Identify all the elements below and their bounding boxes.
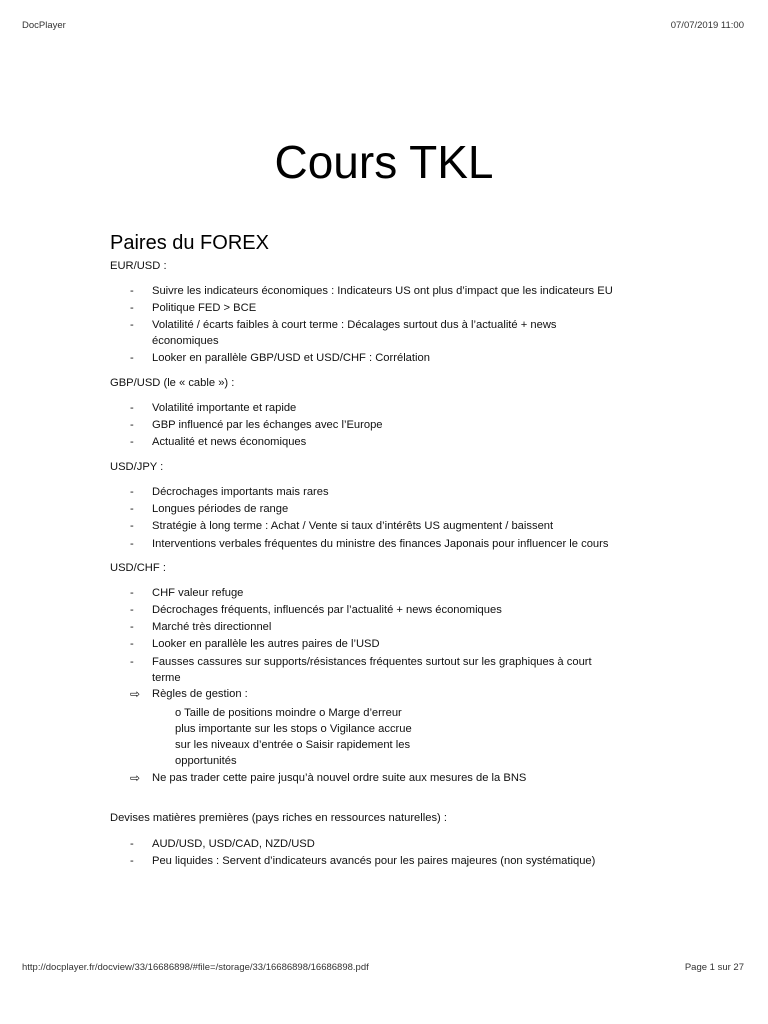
bullet-dash: - — [130, 587, 134, 599]
commodity-label: Devises matières premières (pays riches en ressources naturelles) : — [110, 812, 447, 824]
list-item: Décrochages importants mais rares — [152, 486, 329, 498]
bullet-dash: - — [130, 838, 134, 850]
list-item: Looker en parallèle GBP/USD et USD/CHF : Corrélation — [152, 352, 430, 364]
list-item: Peu liquides : Servent d’indicateurs avancés pour les paires majeures (non systématique) — [152, 855, 596, 867]
usdjpy-label: USD/JPY : — [110, 461, 164, 473]
list-item: Fausses cassures sur supports/résistances fréquentes surtout sur les graphiques à court — [152, 656, 592, 668]
list-item: Interventions verbales fréquentes du ministre des finances Japonais pour influencer le cours — [152, 538, 609, 550]
list-item-continuation: économiques — [152, 335, 219, 347]
rules-line: opportunités — [175, 755, 237, 767]
list-item: Suivre les indicateurs économiques : Indicateurs US ont plus d’impact que les indicateurs EU — [152, 285, 613, 297]
section-heading: Paires du FOREX — [110, 232, 269, 254]
list-item: GBP influencé par les échanges avec l’Europe — [152, 419, 383, 431]
bullet-dash: - — [130, 436, 134, 448]
bns-note: Ne pas trader cette paire jusqu’à nouvel ordre suite aux mesures de la BNS — [152, 772, 527, 784]
eurusd-label: EUR/USD : — [110, 260, 167, 272]
list-item: Décrochages fréquents, influencés par l’actualité + news économiques — [152, 604, 502, 616]
header-datetime: 07/07/2019 11:00 — [670, 20, 744, 31]
list-item: Politique FED > BCE — [152, 302, 257, 314]
gbpusd-label: GBP/USD (le « cable ») : — [110, 377, 235, 389]
bullet-dash: - — [130, 419, 134, 431]
bullet-dash: - — [130, 656, 134, 668]
list-item: Volatilité / écarts faibles à court terme : Décalages surtout dus à l’actualité + news — [152, 319, 557, 331]
list-item: Stratégie à long terme : Achat / Vente si taux d’intérêts US augmentent / baissent — [152, 520, 554, 532]
bullet-dash: - — [130, 402, 134, 414]
footer-url: http://docplayer.fr/docview/33/16686898/#file=/storage/33/16686898/16686898.pdf — [22, 962, 369, 973]
document-title: Cours TKL — [274, 136, 494, 188]
bullet-dash: - — [130, 604, 134, 616]
list-item: CHF valeur refuge — [152, 587, 244, 599]
bullet-dash: - — [130, 538, 134, 550]
list-item: Looker en parallèle les autres paires de l’USD — [152, 638, 380, 650]
bullet-dash: - — [130, 621, 134, 633]
header-source: DocPlayer — [22, 20, 66, 31]
rules-title: Règles de gestion : — [152, 688, 248, 700]
bullet-dash: - — [130, 486, 134, 498]
rules-line: plus importante sur les stops o Vigilance accrue — [175, 723, 412, 735]
usdchf-label: USD/CHF : — [110, 562, 166, 574]
list-item: Volatilité importante et rapide — [152, 402, 297, 414]
list-item: Longues périodes de range — [152, 503, 289, 515]
bullet-dash: - — [130, 520, 134, 532]
list-item: Marché très directionnel — [152, 621, 272, 633]
arrow-right-icon: ⇨ — [130, 687, 141, 701]
bullet-dash: - — [130, 503, 134, 515]
bullet-dash: - — [130, 319, 134, 331]
bullet-dash: - — [130, 855, 134, 867]
bullet-dash: - — [130, 638, 134, 650]
arrow-right-icon: ⇨ — [130, 771, 141, 785]
bullet-dash: - — [130, 352, 134, 364]
list-item: Actualité et news économiques — [152, 436, 307, 448]
rules-line: o Taille de positions moindre o Marge d’erreur — [175, 707, 402, 719]
list-item: AUD/USD, USD/CAD, NZD/USD — [152, 838, 315, 850]
bullet-dash: - — [130, 285, 134, 297]
bullet-dash: - — [130, 302, 134, 314]
rules-line: sur les niveaux d’entrée o Saisir rapidement les — [175, 739, 411, 751]
list-item-continuation: terme — [152, 672, 181, 684]
footer-page-number: Page 1 sur 27 — [684, 962, 744, 973]
